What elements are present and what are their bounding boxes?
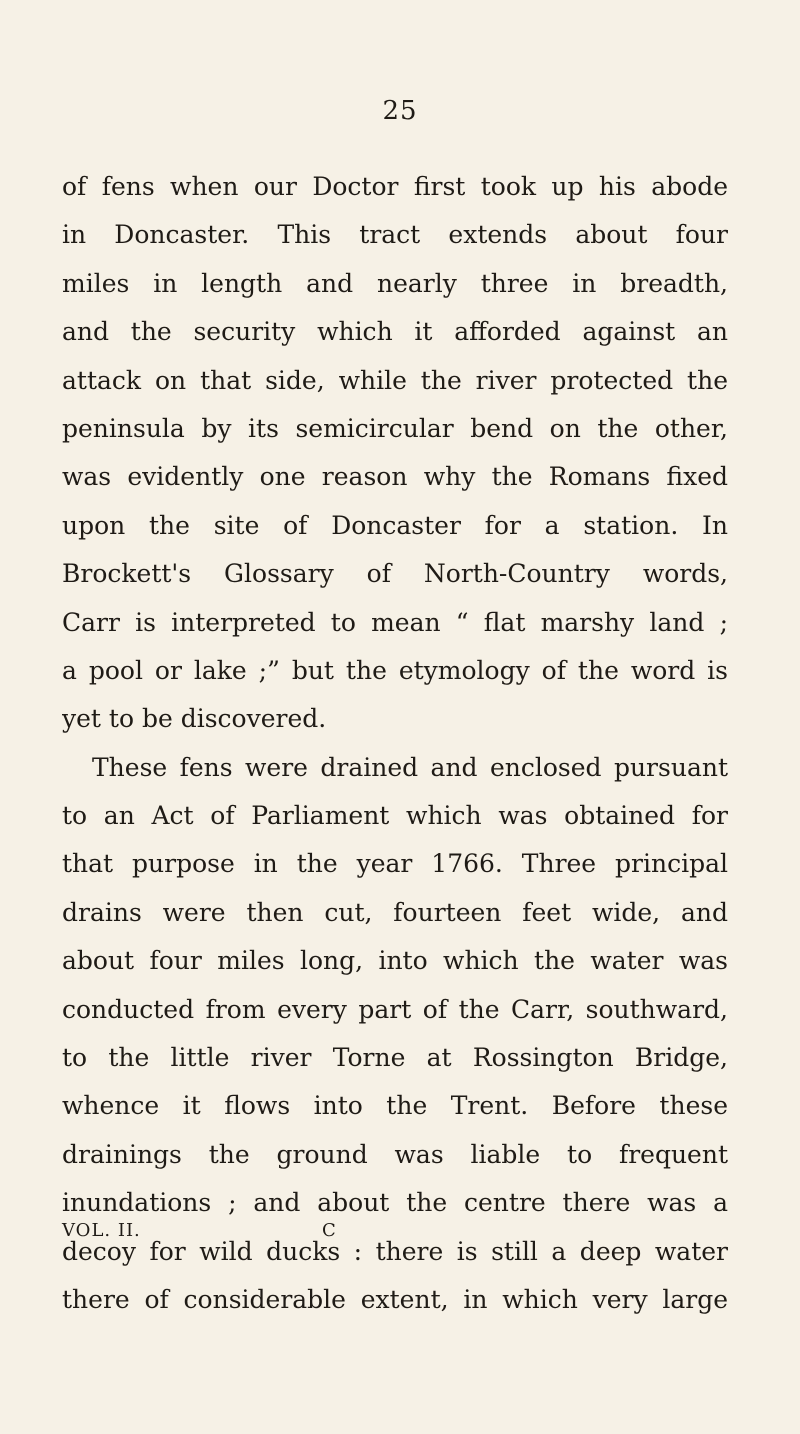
body-text [62, 163, 728, 1324]
text-line: Brockett's Glossary of North-Country words, [62, 559, 728, 589]
text-line: decoy for wild ducks : there is still a deep water [62, 1236, 728, 1266]
text-line: yet to be discovered. [62, 704, 327, 734]
text-line: in Doncaster. This tract extends about four [62, 220, 728, 250]
text-line: Carr is interpreted to mean “ flat marshy land ; [62, 607, 728, 637]
volume-marker: VOL. II. [62, 1220, 141, 1241]
page-number: 25 [382, 96, 418, 126]
text-line: of fens when our Doctor first took up his abode [62, 172, 728, 201]
text-line: attack on that side, while the river protected the [62, 365, 728, 395]
text-line: upon the site of Doncaster for a station. In [62, 510, 728, 540]
text-line: conducted from every part of the Carr, southward, [62, 994, 728, 1024]
text-line: whence it flows into the Trent. Before these [62, 1091, 728, 1121]
text-line: a pool or lake ;” but the etymology of the word is [62, 655, 728, 685]
text-line: drains were then cut, fourteen feet wide, and [62, 897, 728, 927]
text-line: miles in length and nearly three in breadth, [62, 268, 728, 298]
text-line: These fens were drained and enclosed pursuant [92, 752, 728, 782]
text-line: that purpose in the year 1766. Three principal [62, 849, 728, 879]
text-line: about four miles long, into which the water was [62, 946, 728, 976]
signature-mark: C [322, 1220, 337, 1241]
text-line: to the little river Torne at Rossington Bridge, [62, 1043, 728, 1073]
text-line: there of considerable extent, in which very large [62, 1284, 728, 1314]
text-line: was evidently one reason why the Romans fixed [62, 462, 728, 492]
text-line: inundations ; and about the centre there was a [62, 1188, 728, 1218]
text-line: peninsula by its semicircular bend on the other, [62, 413, 728, 443]
text-line: to an Act of Parliament which was obtained for [62, 801, 728, 831]
text-line: and the security which it afforded against an [62, 317, 728, 347]
page-footer [62, 1220, 728, 1250]
text-line: drainings the ground was liable to frequent [62, 1139, 728, 1169]
